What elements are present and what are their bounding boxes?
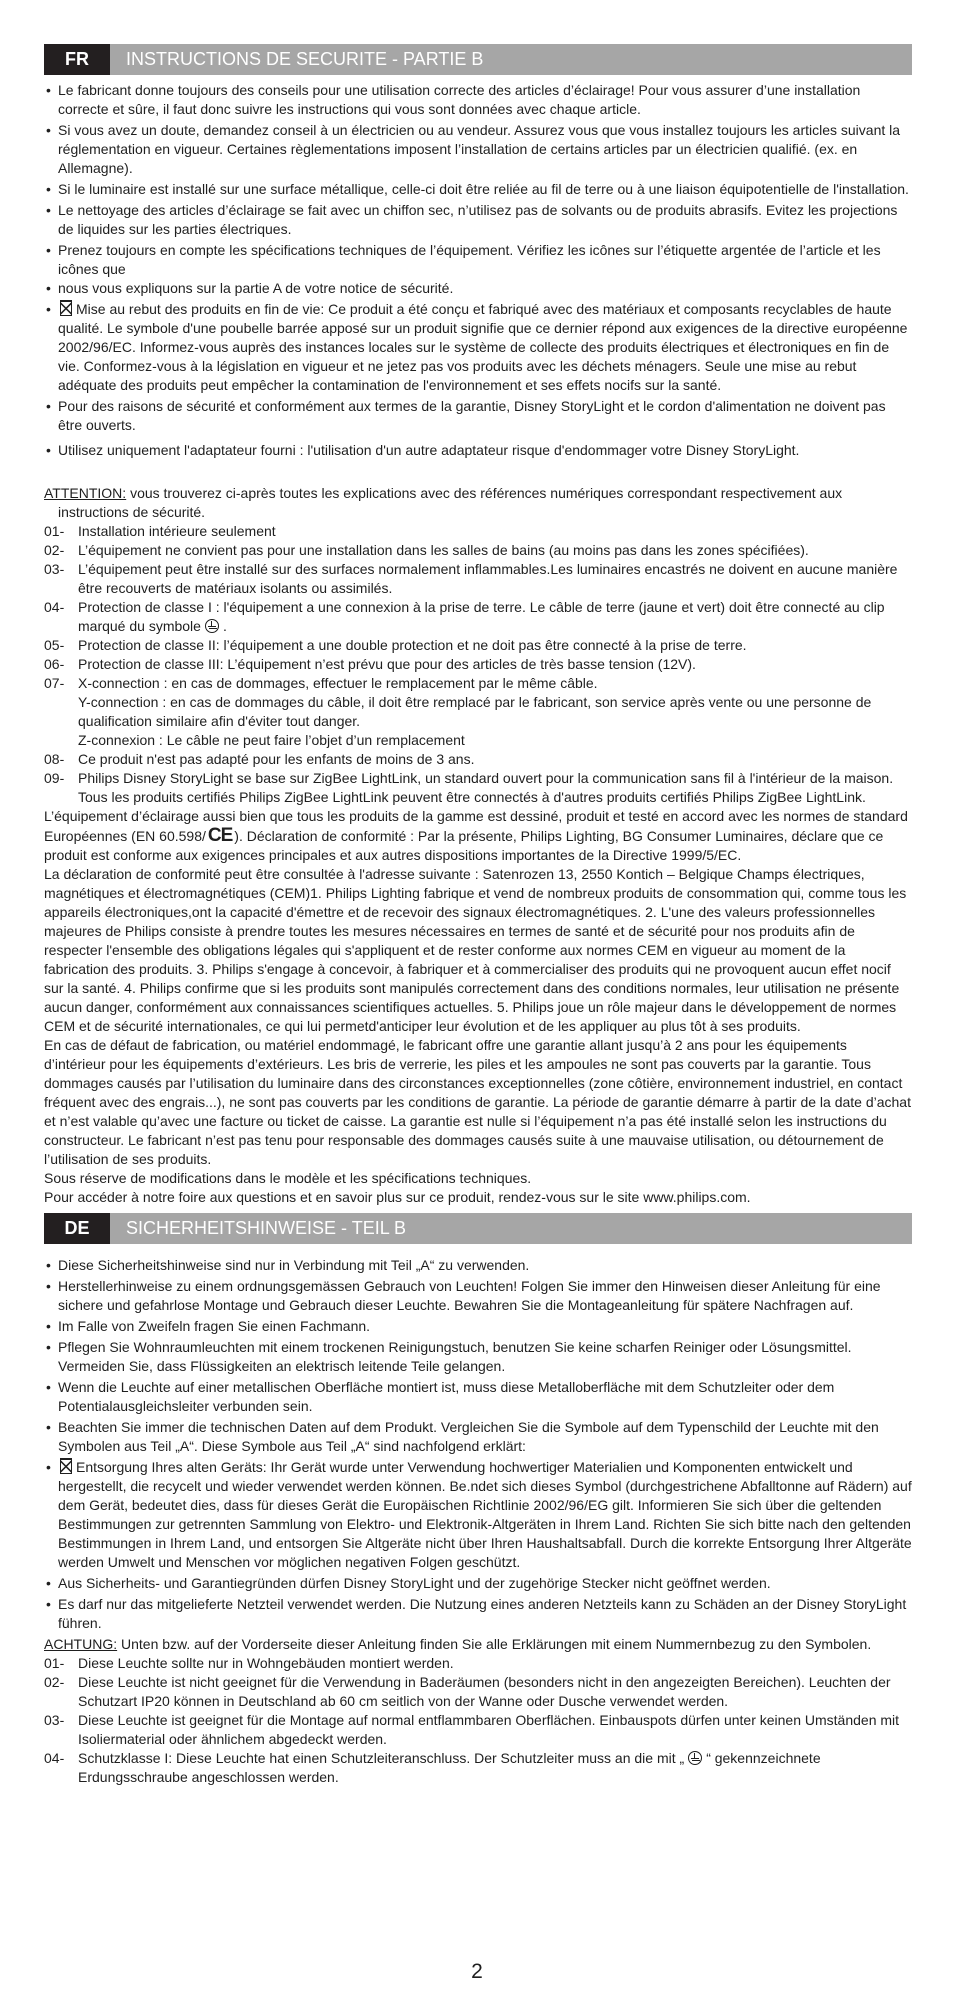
item-text: L’équipement peut être installé sur des surfaces normalement inflammables.Les luminaires encastrés ne doivent en aucune manière être recouverts de matériaux isolants ou assimilés. bbox=[78, 561, 898, 596]
item-number: 06- bbox=[44, 656, 65, 672]
item-number: 04- bbox=[44, 1750, 65, 1766]
ce-mark-icon: CE bbox=[207, 825, 233, 846]
list-item-continuation bbox=[44, 279, 912, 298]
list-item bbox=[44, 636, 912, 655]
conformity-paragraph bbox=[44, 807, 912, 865]
list-item bbox=[44, 1673, 912, 1711]
item-number: 08- bbox=[44, 751, 65, 767]
safety-list-de bbox=[44, 1256, 912, 1633]
list-item bbox=[44, 598, 912, 636]
section-title-fr: INSTRUCTIONS DE SECURITE - PARTIE B bbox=[110, 44, 912, 75]
list-item: • Es darf nur das mitgelieferte Netzteil verwendet werden. Die Nutzung eines anderen Netzteils kann zu Schäden an der Disney StoryLight führen. bbox=[44, 1595, 912, 1633]
item-text: Protection de classe II: l’équipement a une double protection et ne doit pas être connecté à la prise de terre. bbox=[78, 637, 747, 653]
item-text: Installation intérieure seulement bbox=[78, 523, 276, 539]
attention-paragraph-fr bbox=[44, 484, 912, 522]
list-item-text: nous vous expliquons sur la partie A de votre notice de sécurité. bbox=[58, 280, 454, 296]
disposal-text: Mise au rebut des produits en fin de vie: Ce produit a été conçu et fabriqué avec des matériaux et composants recyclables de haute qualité. Le symbole d'une poubelle barrée apposé sur un produit signifie que ce dernier répond aux exigences de la directive européenne 2002/96/EC. Informez-vous auprès des instances locales sur le système de collecte des produits électriques et électroniques en fin de vie. Conformez-vous à la législation en vigueur et ne jetez pas vos produits avec les déchets ménagers. Seule une mise au rebut adéquate des produits peut empêcher la contamination de l'environnement et ses effets nocifs sur la santé. bbox=[58, 301, 908, 393]
item-text-end: “ gekennzeichnete Erdungsschraube angeschlossen werden. bbox=[78, 1750, 821, 1785]
symbol-list-fr bbox=[44, 522, 912, 807]
list-item bbox=[44, 241, 912, 279]
item-text-part: Protection de classe I : l'équipement a une connexion à la prise de terre. Le câble de terre (jaune et vert) doit être connecté au clip marqué du symbole bbox=[78, 599, 885, 634]
list-item: • Herstellerhinweise zu einem ordnungsgemässen Gebrauch von Leuchten! Folgen Sie immer den Hinweisen dieser Anleitung für eine sichere und gefahrlose Montage und Gebrauch dieser Leuchte. Bewahren Sie die Montageanleitung für spätere Nachfragen auf. bbox=[44, 1277, 912, 1315]
list-item bbox=[44, 655, 912, 674]
item-text: Diese Leuchte ist nicht geeignet für die Verwendung in Baderäumen (besonders nicht in den angezeigten Bereichen). Leuchten der Schutzart IP20 können in Deutschland ab 60 cm seitlich von der Wanne oder Dusche verwendet werden. bbox=[78, 1674, 891, 1709]
conformity-text: ). Déclaration de conformité : Par la présente, Philips Lighting, BG Consumer Luminaires, déclare que ce produit est conforme aux exigences principales et aux autres dispositions importantes de la Directive 1999/5/EC. bbox=[44, 828, 884, 863]
earth-symbol-icon bbox=[688, 1751, 702, 1765]
item-number: 09- bbox=[44, 770, 65, 786]
earth-symbol-icon bbox=[205, 619, 219, 633]
symbol-list-de bbox=[44, 1654, 912, 1787]
disposal-item bbox=[44, 300, 912, 395]
list-item: • Wenn die Leuchte auf einer metallischen Oberfläche montiert ist, muss diese Metalloberfläche mit dem Schutzleiter oder dem Potentialausgleichsleiter verbunden sein. bbox=[44, 1378, 912, 1416]
crossed-bin-icon bbox=[60, 300, 72, 316]
list-item-text: Prenez toujours en compte les spécifications techniques de l’équipement. Vérifiez les icônes sur l’étiquette argentée de l’article et les icônes que bbox=[58, 242, 881, 277]
list-item bbox=[44, 769, 912, 807]
list-item: • Pflegen Sie Wohnraumleuchten mit einem trockenen Reinigungstuch, benutzen Sie keine scharfen Reiniger oder Lösungsmittel. Vermeiden Sie, dass Flüssigkeiten an elektrisch leitende Teile gelangen. bbox=[44, 1338, 912, 1376]
disposal-item bbox=[44, 1458, 912, 1572]
list-item bbox=[44, 560, 912, 598]
item-number: 07- bbox=[44, 675, 65, 691]
reserve-paragraph: Sous réserve de modifications dans le modèle et les spécifications techniques. bbox=[44, 1170, 532, 1186]
page-number: 2 bbox=[471, 1960, 483, 1983]
faq-paragraph: Pour accéder à notre foire aux questions et en savoir plus sur ce produit, rendez-vous sur le site www.philips.com. bbox=[44, 1189, 751, 1205]
list-item: • Beachten Sie immer die technischen Daten auf dem Produkt. Vergleichen Sie die Symbole auf dem Typenschild der Leuchte mit den Symbolen aus Teil „A“. Diese Symbole aus Teil „A“ sind nachfolgend erklärt: bbox=[44, 1418, 912, 1456]
section-header-de bbox=[44, 1213, 912, 1244]
list-item: • Im Falle von Zweifeln fragen Sie einen Fachmann. bbox=[44, 1317, 912, 1336]
list-item: • Utilisez uniquement l'adaptateur fourni : l'utilisation d'un autre adaptateur risque d'endommager votre Disney StoryLight. bbox=[44, 441, 912, 460]
item-number: 02- bbox=[44, 1674, 65, 1690]
item-number: 03- bbox=[44, 1712, 65, 1728]
item-number: 05- bbox=[44, 637, 65, 653]
list-item: • Le nettoyage des articles d’éclairage se fait avec un chiffon sec, n’utilisez pas de solvants ou de produits abrasifs. Evitez les projections de liquides sur les parties électriques. bbox=[44, 201, 912, 239]
x-connection-text: X-connection : en cas de dommages, effectuer le remplacement par le même câble. bbox=[78, 675, 598, 691]
section-header-fr bbox=[44, 44, 912, 75]
attention-label: ACHTUNG: bbox=[44, 1636, 118, 1652]
item-text bbox=[78, 598, 912, 636]
item-text: Diese Leuchte sollte nur in Wohngebäuden montiert werden. bbox=[78, 1655, 454, 1671]
disposal-text: Entsorgung Ihres alten Geräts: Ihr Gerät wurde unter Verwendung hochwertiger Materialien und Komponenten entwickelt und hergestellt, die recycelt und wieder verwendet werden können. Be.ndet sich dieses Symbol (durchgestrichene Abfalltonne auf Rädern) auf dem Gerät, bedeutet dies, dass für dieses Gerät die Europäischen Richtlinie 2002/96/EG gilt. Informieren Sie sich über die geltenden Bestimmungen zur getrennten Sammlung von Elektro- und Elektronik-Altgeräten in Ihrem Land. Richten Sie sich bitte nach den geltenden Bestimmungen in Ihrem Land, und entsorgen Sie Altgeräte nicht über Ihren Haushaltsabfall. Durch die korrekte Entsorgung Ihrer Altgeräte werden Umwelt und Menschen vor möglichen negativen Folgen geschützt. bbox=[58, 1459, 912, 1570]
list-item: • Aus Sicherheits- und Garantiegründen dürfen Disney StoryLight und der zugehörige Stecker nicht geöffnet werden. bbox=[44, 1574, 912, 1593]
emf-paragraph: La déclaration de conformité peut être consultée à l'adresse suivante : Satenrozen 13, 2550 Kontich – Belgique Champs électriques, magnétiques et électromagnétiques (CEM)1. Philips Lighting fabrique et vend de nombreux produits de consommation qui, comme tous les appareils électroniques,ont la capacité d'émettre et de recevoir des signaux électromagnétiques. 2. L'une des valeurs professionnelles majeures de Philips consiste à prendre toutes les mesures nécessaires en termes de santé et de sécurité pour nos produits afin de respecter l'ensemble des obligations légales qui s'appliquent et de rester conforme aux normes CEM en vigueur au moment de la fabrication des produits. 3. Philips s'engage à concevoir, à fabriquer et à commercialiser des produits qui ne provoquent aucun effet nocif sur la santé. 4. Philips confirme que si les produits sont manipulés correctement dans des conditions normales, leur utilisation ne présente aucun danger, conformément aux connaissances scientifiques actuelles. 5. Philips joue un rôle majeur dans le développement de normes CEM et de sécurité internationales, ce qui lui permetd'anticiper leur évolution et de les appliquer au plus tôt à ses produits. bbox=[44, 866, 907, 1034]
item-text-part: Schutzklasse I: Diese Leuchte hat einen Schutzleiteranschluss. Der Schutzleiter muss an die mit „ bbox=[78, 1750, 685, 1766]
list-item: • Diese Sicherheitshinweise sind nur in Verbindung mit Teil „A“ zu verwenden. bbox=[44, 1256, 912, 1275]
attention-text: vous trouverez ci-après toutes les explications avec des références numériques correspondant respectivement aux instructions de sécurité. bbox=[58, 485, 843, 520]
y-connection-text: Y-connection : en cas de dommages du câble, il doit être remplacé par le fabricant, son service après vente ou une personne de qualification similaire afin d'éviter tout danger. bbox=[78, 694, 872, 729]
item-text: Diese Leuchte ist geeignet für die Montage auf normal entflammbaren Oberflächen. Einbauspots dürfen unter keinen Umständen mit Isoliermaterial oder ähnlichem abgedeckt werden. bbox=[78, 1712, 900, 1747]
attention-label: ATTENTION: bbox=[44, 485, 127, 501]
language-code-de: DE bbox=[44, 1213, 110, 1244]
item-text: Ce produit n'est pas adapté pour les enfants de moins de 3 ans. bbox=[78, 751, 475, 767]
list-item bbox=[44, 750, 912, 769]
item-number: 01- bbox=[44, 1655, 65, 1671]
list-item bbox=[44, 522, 912, 541]
item-text: L’équipement ne convient pas pour une installation dans les salles de bains (au moins pas dans les zones spécifiées). bbox=[78, 542, 809, 558]
item-text: Protection de classe III: L’équipement n’est prévu que pour des articles de très basse tension (12V). bbox=[78, 656, 696, 672]
attention-text: Unten bzw. auf der Vorderseite dieser Anleitung finden Sie alle Erklärungen mit einem Nummernbezug zu den Symbolen. bbox=[117, 1636, 872, 1652]
document-page bbox=[44, 44, 912, 1787]
list-item bbox=[44, 1711, 912, 1749]
item-text-end: . bbox=[222, 618, 227, 634]
spacer bbox=[44, 462, 912, 484]
item-number: 01- bbox=[44, 523, 65, 539]
list-item: • Le fabricant donne toujours des conseils pour une utilisation correcte des articles d’éclairage! Pour vous assurer d’une installation correcte et sûre, il faut donc suivre les instructions qui vous sont données avec chaque article. bbox=[44, 81, 912, 119]
list-item: • Pour des raisons de sécurité et conformément aux termes de la garantie, Disney StoryLight et le cordon d'alimentation ne doivent pas être ouverts. bbox=[44, 397, 912, 435]
list-item: • Si vous avez un doute, demandez conseil à un électricien ou au vendeur. Assurez vous que vous installez toujours les articles suivant la réglementation en vigueur. Certaines règlementations imposent l’installation de certains articles par un électricien qualifié. (ex. en Allemagne). bbox=[44, 121, 912, 178]
item-text bbox=[78, 1749, 912, 1787]
attention-paragraph-de bbox=[44, 1635, 912, 1654]
list-item bbox=[44, 674, 912, 750]
list-item bbox=[44, 541, 912, 560]
item-number: 02- bbox=[44, 542, 65, 558]
item-text bbox=[78, 674, 912, 750]
language-code-fr: FR bbox=[44, 44, 110, 75]
list-item bbox=[44, 1749, 912, 1787]
section-title-de: SICHERHEITSHINWEISE - TEIL B bbox=[110, 1213, 912, 1244]
list-item: • Si le luminaire est installé sur une surface métallique, celle-ci doit être reliée au fil de terre ou à une liaison équipotentielle de l'installation. bbox=[44, 180, 912, 199]
safety-list-fr bbox=[44, 81, 912, 460]
warranty-paragraph: En cas de défaut de fabrication, ou matériel endommagé, le fabricant offre une garantie allant jusqu’à 2 ans pour les équipements d’intérieur pour les équipements d’extérieurs. Les bris de verrerie, les piles et les ampoules ne sont pas couverts par la garantie. Tous dommages causés par l’utilisation du luminaire dans des circonstances exceptionnelles (zone côtière, environnement industriel, en contact fréquent avec des engrais...), ne sont pas couverts par les conditions de garantie. La période de garantie démarre à partir de la date d’achat et n’est valable qu’avec une facture ou ticket de caisse. La garantie est nulle si l’équipement n’a pas été installé selon les instructions du constructeur. Le fabricant n’est pas tenu pour responsable des dommages causés suite à une mauvaise utilisation, ou détournement de l’utilisation de ses produits. bbox=[44, 1037, 911, 1167]
item-text: Philips Disney StoryLight se base sur ZigBee LightLink, un standard ouvert pour la communication sans fil à l'intérieur de la maison. Tous les produits certifiés Philips ZigBee LightLink peuvent être connectés à d'autres produits certifiés Philips ZigBee LightLink. bbox=[78, 770, 894, 805]
item-number: 04- bbox=[44, 599, 65, 615]
crossed-bin-icon bbox=[60, 1458, 72, 1474]
item-number: 03- bbox=[44, 561, 65, 577]
conformity-text: L’équipement d’éclairage aussi bien que tous les produits de la gamme est dessiné, produit et testé en accord avec les normes de standard Européennes (EN 60.598/ bbox=[44, 808, 908, 844]
list-item bbox=[44, 1654, 912, 1673]
z-connection-text: Z-connexion : Le câble ne peut faire l’objet d’un remplacement bbox=[78, 732, 465, 748]
